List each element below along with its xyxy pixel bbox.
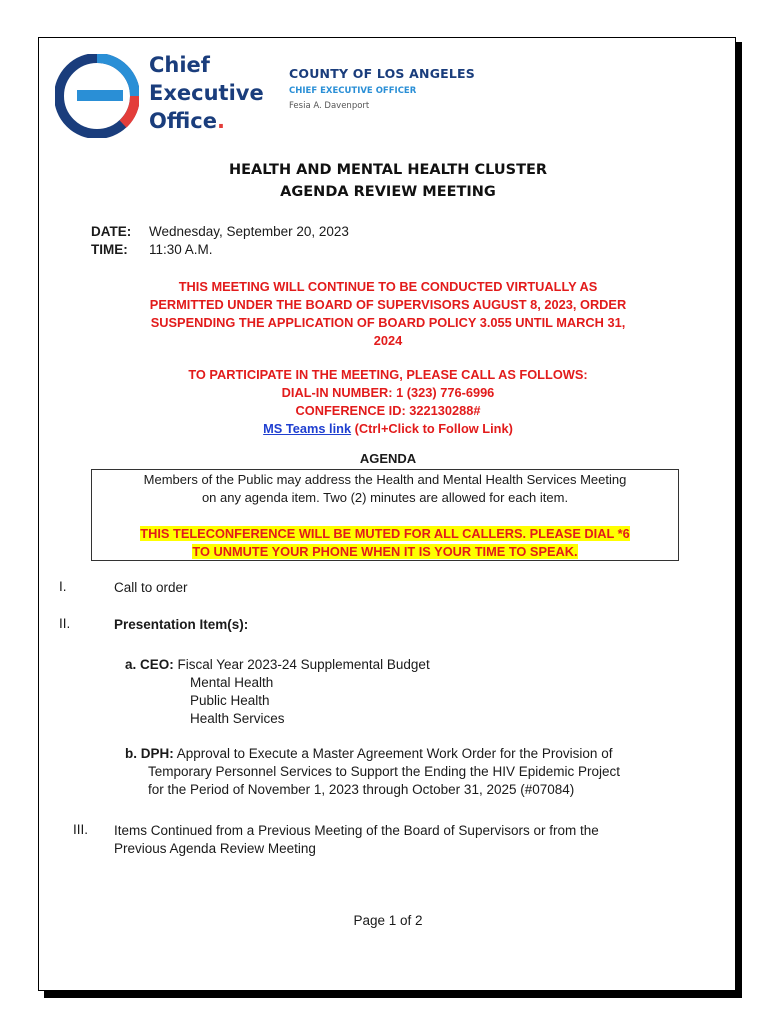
dial-in-number: DIAL-IN NUMBER: 1 (323) 776-6996: [281, 385, 495, 400]
mute-notice-line-2: TO UNMUTE YOUR PHONE WHEN IT IS YOUR TIME TO SPEAK.: [192, 544, 578, 559]
item-i-text: Call to order: [114, 580, 188, 595]
item-b-text-3: for the Period of November 1, 2023 through October 31, 2025 (#07084): [148, 782, 575, 797]
county-name: COUNTY OF LOS ANGELES: [289, 66, 475, 81]
item-a-sub-1: Mental Health: [190, 675, 274, 690]
item-ii-text: Presentation Item(s):: [114, 617, 249, 632]
page-number: Page 1 of 2: [353, 913, 423, 928]
logo-dot: .: [216, 109, 225, 133]
item-b-label: b. DPH:: [125, 746, 174, 761]
call-line-1: TO PARTICIPATE IN THE MEETING, PLEASE CALL AS FOLLOWS:: [188, 367, 588, 382]
item-i-number: I.: [59, 579, 67, 594]
item-a-sub-2: Public Health: [190, 693, 270, 708]
item-iii-text: [114, 822, 599, 858]
time-value: 11:30 A.M.: [149, 242, 213, 257]
item-iii-text-1: Items Continued from a Previous Meeting of the Board of Supervisors or from the: [114, 823, 599, 838]
notice-line-3: SUSPENDING THE APPLICATION OF BOARD POLICY 3.055 UNTIL MARCH 31,: [150, 315, 626, 330]
item-ii-number: II.: [59, 616, 71, 631]
logo-line-1: Chief: [149, 53, 210, 77]
item-a-subs: [190, 674, 285, 728]
item-a: [125, 656, 430, 674]
virtual-meeting-notice: [39, 278, 737, 350]
notice-line-1: THIS MEETING WILL CONTINUE TO BE CONDUCTED VIRTUALLY AS: [178, 279, 598, 294]
notice-line-4: 2024: [373, 333, 403, 348]
ceo-name: Fesia A. Davenport: [289, 101, 370, 111]
meeting-date: [91, 224, 349, 239]
public-comment-line-1: Members of the Public may address the Health and Mental Health Services Meeting: [143, 472, 627, 487]
agenda-box: [91, 469, 679, 561]
meeting-time: [91, 242, 213, 257]
link-hint: (Ctrl+Click to Follow Link): [351, 421, 513, 436]
title-line-2: AGENDA REVIEW MEETING: [280, 184, 496, 200]
title-line-1: HEALTH AND MENTAL HEALTH CLUSTER: [228, 162, 548, 178]
page-title: [39, 159, 737, 203]
ceo-logo-icon: [55, 54, 139, 138]
conference-id: CONFERENCE ID: 322130288#: [295, 403, 481, 418]
item-b-text-2: Temporary Personnel Services to Support the Ending the HIV Epidemic Project: [148, 764, 620, 779]
item-a-label: a. CEO:: [125, 657, 174, 672]
mute-notice-line-1: THIS TELECONFERENCE WILL BE MUTED FOR ALL CALLERS. PLEASE DIAL *6: [140, 526, 630, 541]
time-label: TIME:: [91, 242, 128, 257]
document-page: [38, 37, 736, 991]
logo-line-2: Executive: [149, 81, 264, 105]
notice-line-2: PERMITTED UNDER THE BOARD OF SUPERVISORS AUGUST 8, 2023, ORDER: [149, 297, 627, 312]
ceo-role: CHIEF EXECUTIVE OFFICER: [289, 86, 417, 96]
item-b-cont: [148, 763, 620, 799]
ms-teams-link[interactable]: MS Teams link: [263, 421, 352, 436]
logo-wordmark: [149, 51, 264, 135]
logo-line-3: Office: [149, 109, 217, 133]
item-a-sub-3: Health Services: [190, 711, 285, 726]
item-b: [125, 745, 612, 763]
public-comment-line-2: on any agenda item. Two (2) minutes are allowed for each item.: [201, 490, 569, 505]
item-b-text-1: Approval to Execute a Master Agreement Work Order for the Provision of: [173, 746, 613, 761]
date-value: Wednesday, September 20, 2023: [149, 224, 349, 239]
date-label: DATE:: [91, 224, 132, 239]
call-instructions: [39, 366, 737, 438]
item-a-text: Fiscal Year 2023-24 Supplemental Budget: [173, 657, 430, 672]
agenda-heading: AGENDA: [359, 451, 417, 466]
item-iii-text-2: Previous Agenda Review Meeting: [114, 841, 316, 856]
item-iii-number: III.: [73, 822, 89, 837]
